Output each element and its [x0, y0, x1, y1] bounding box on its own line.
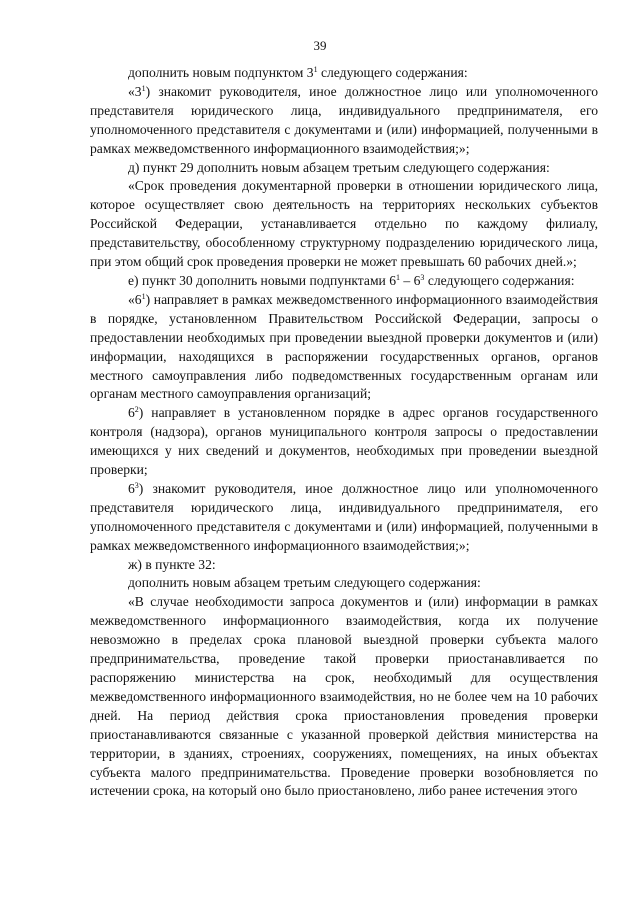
- paragraph: «Срок проведения документарной проверки в отношении юридического лица, которое осуществляет свою деятельность на территориях нескольких субъектов Российской Федерации, устанавливается отдельно по каждому филиалу, представительству, обособленному структурному подразделению юридического лица, при этом общий срок проведения проверки не может превышать 60 рабочих дней.»;: [90, 178, 598, 270]
- page-number: 39: [313, 38, 327, 53]
- document-body: [90, 64, 598, 801]
- paragraph: «$3^1$) знакомит руководителя, иное должностное лицо или уполномоченного представителя юридического лица, индивидуального предпринимателя, его уполномоченного представителя с документами и (или) информацией, полученными в рамках межведомственного информационного взаимодействия;»;: [90, 83, 598, 156]
- paragraph: д) пункт 29 дополнить новым абзацем третьим следующего содержания:: [128, 159, 550, 175]
- paragraph: «$6^1$) направляет в рамках межведомственного информационного взаимодействия в порядке, установленном Правительством Российской Федерации, запросы о предоставлении необходимых при проведении выездной проверки документов и (или) информации, находящихся в распоряжении государственных органов, органов местного самоуправления либо подведомственных государственным органам или органам местного самоуправления организаций;: [90, 291, 598, 402]
- paragraph: е) пункт 30 дополнить новыми подпунктами $6^1 - 6^3$ следующего содержания:: [128, 272, 575, 288]
- paragraph: дополнить новым абзацем третьим следующего содержания:: [128, 575, 481, 591]
- paragraph: $6^3$) знакомит руководителя, иное должностное лицо или уполномоченного представителя юридического лица, индивидуального предпринимателя, его уполномоченного представителя с документами и (или) информацией, полученными в рамках межведомственного информационного взаимодействия;»;: [90, 480, 598, 553]
- paragraph: «В случае необходимости запроса документов и (или) информации в рамках межведомственного информационного взаимодействия, когда их получение невозможно в пределах срока плановой выездной проверки субъекта малого предпринимательства, проведение такой проверки приостанавливается по распоряжению министерства на срок, необходимый для осуществления межведомственного информационного взаимодействия, но не более чем на 10 рабочих дней. На период действия срока приостановления проведения проверки приостанавливаются связанные с указанной проверкой действия министерства на территории, в зданиях, строениях, сооружениях, помещениях, на иных объектах субъекта малого предпринимательства. Проведение проверки возобновляется по истечении срока, на который оно было приостановлено, либо ранее истечения этого: [90, 594, 598, 799]
- paragraph: $6^2$) направляет в установленном порядке в адрес органов государственного контроля (надзора), органов муниципального контроля запросы о предоставлении имеющихся у них сведений и документов, необходимых при проведении выездной проверки;: [90, 405, 598, 478]
- paragraph: дополнить новым подпунктом $3^1$ следующего содержания:: [128, 65, 468, 80]
- paragraph: ж) в пункте 32:: [128, 556, 216, 572]
